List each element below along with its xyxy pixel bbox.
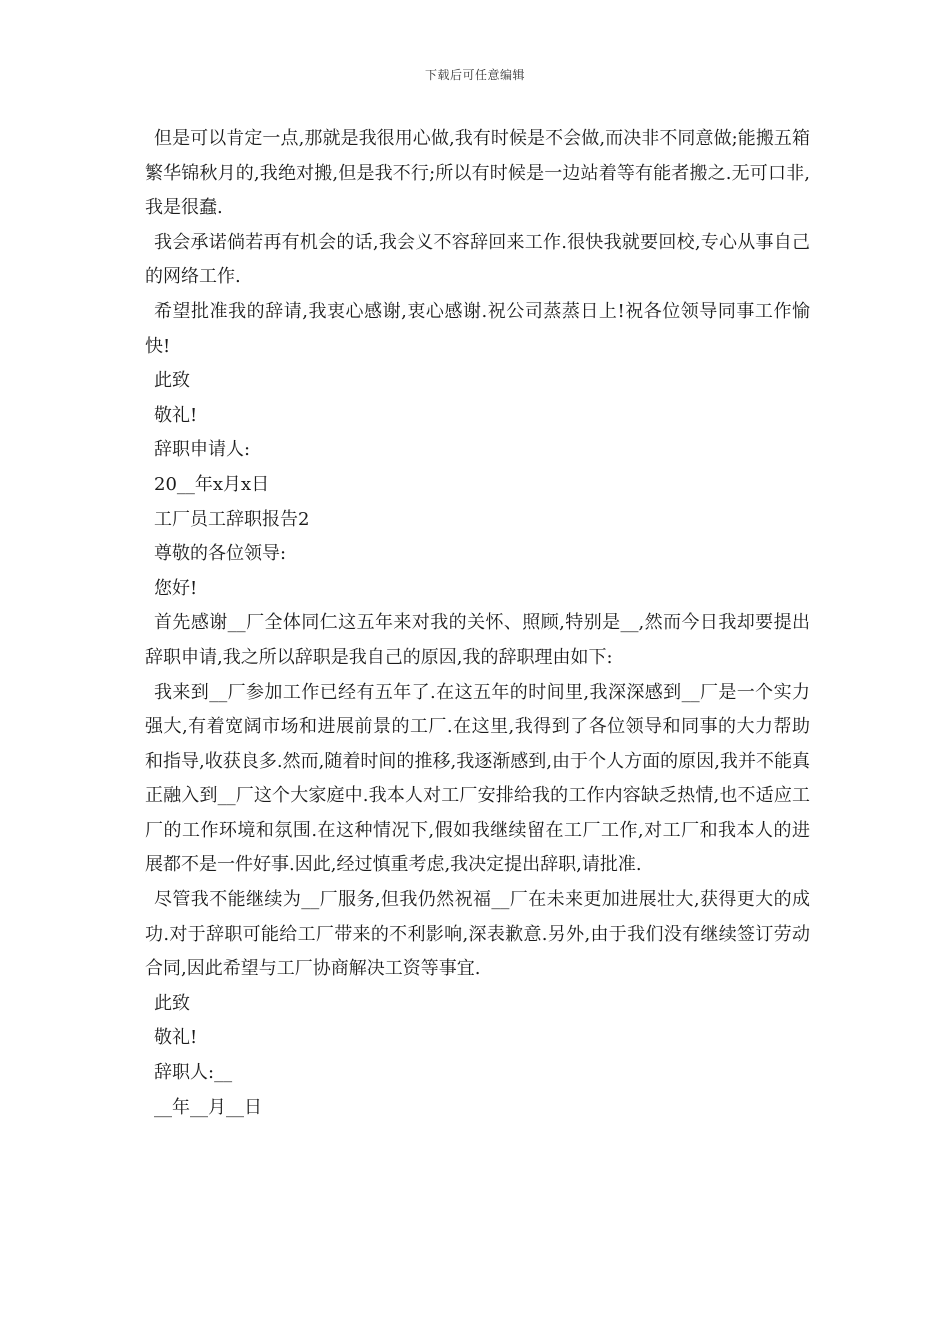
closing-regards-1: 敬礼! (154, 404, 198, 426)
paragraph-6: 尽管我不能继续为__厂服务,但我仍然祝福__厂在未来更加进展壮大,获得更大的成功.对于辞职可能给工厂带来的不利影响,深表歉意.另外,由于我们没有继续签订劳动合同,因此希望与工厂协商解决工资等事宜. (145, 889, 810, 980)
paragraph-3: 希望批准我的辞请,我衷心感谢,衷心感谢.祝公司蒸蒸日上!祝各位领导同事工作愉快! (145, 300, 810, 357)
signature-line-2: 辞职人:__ (154, 1062, 233, 1084)
closing-salutation-2: 此致 (154, 992, 190, 1014)
paragraph-1: 但是可以肯定一点,那就是我很用心做,我有时候是不会做,而决非不同意做;能搬五箱繁华锦秋月的,我绝对搬,但是我不行;所以有时候是一边站着等有能者搬之.无可口非,我是很蠢. (145, 128, 810, 219)
document-body (145, 122, 810, 1125)
closing-salutation-1: 此致 (154, 370, 190, 392)
paragraph-5: 我来到__厂参加工作已经有五年了.在这五年的时间里,我深深感到__厂是一个实力强大,有着宽阔市场和进展前景的工厂.在这里,我得到了各位领导和同事的大力帮助和指导,收获良多.然而,随着时间的推移,我逐渐感到,由于个人方面的原因,我并不能真正融入到__厂这个大家庭中.我本人对工厂安排给我的工作内容缺乏热情,也不适应工厂的工作环境和氛围.在这种情况下,假如我继续留在工厂工作,对工厂和我本人的进展都不是一件好事.因此,经过慎重考虑,我决定提出辞职,请批准. (145, 681, 810, 876)
date-line-2: __年__月__日 (154, 1096, 262, 1118)
paragraph-4: 首先感谢__厂全体同仁这五年来对我的关怀、照顾,特别是__,然而今日我却要提出辞职申请,我之所以辞职是我自己的原因,我的辞职理由如下: (145, 612, 810, 668)
date-line-1: 20__年x月x日 (154, 473, 270, 495)
greeting-addressee: 尊敬的各位领导: (154, 543, 287, 565)
paragraph-2: 我会承诺倘若再有机会的话,我会义不容辞回来工作.很快我就要回校,专心从事自己的网络工作. (145, 231, 810, 288)
page-header-note: 下载后可任意编辑 (424, 68, 525, 82)
closing-regards-2: 敬礼! (154, 1027, 198, 1049)
section-title: 工厂员工辞职报告2 (154, 508, 310, 530)
greeting: 您好! (154, 577, 198, 599)
signature-line-1: 辞职申请人: (154, 439, 251, 461)
